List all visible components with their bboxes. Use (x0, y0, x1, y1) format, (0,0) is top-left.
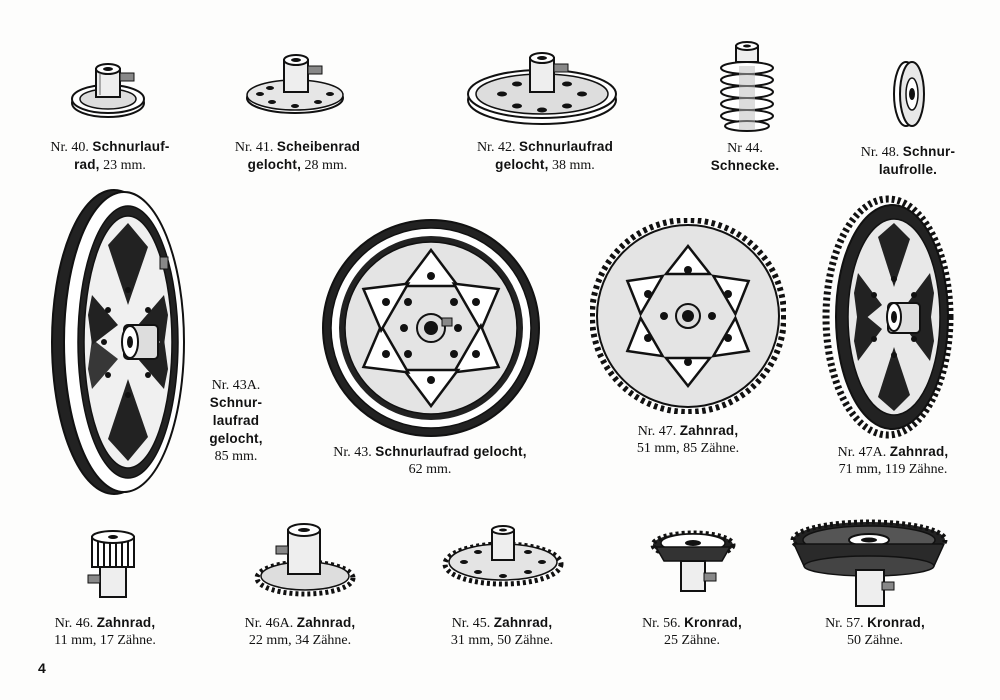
caption-nr41 (215, 138, 380, 174)
illustration-nr45-gear (440, 522, 566, 592)
part-number: Nr. 43. (333, 445, 372, 460)
part-size: 25 Zähne. (664, 633, 720, 648)
illustration-nr56-crown-gear (648, 525, 738, 600)
illustration-nr41-disc-wheel (240, 50, 350, 120)
part-number: Nr. 43A. (211, 378, 261, 393)
illustration-nr47-gear (590, 218, 786, 414)
part-name: Schnurlauf- (92, 139, 170, 154)
caption-nr48 (838, 143, 978, 179)
illustration-nr40-pulley (60, 55, 160, 125)
part-name: Zahnrad, (296, 615, 356, 630)
part-name-cont: rad, (74, 157, 100, 172)
illustration-nr43-pulley (318, 218, 544, 438)
part-number: Nr. 46. (54, 616, 94, 631)
part-size: 50 Zähne. (847, 633, 903, 648)
caption-nr42 (460, 138, 630, 174)
part-size: 22 mm, 34 Zähne. (248, 633, 352, 648)
part-name: Schnurlaufrad (518, 139, 614, 154)
part-name-cont: laufrolle. (878, 162, 938, 177)
part-number: Nr. 56. (642, 616, 681, 631)
caption-nr46a (220, 614, 380, 649)
part-name: Zahnrad, (889, 444, 949, 459)
part-number: Nr. 57. (825, 616, 864, 631)
illustration-nr46a-gear (250, 522, 360, 602)
caption-nr57 (790, 614, 960, 649)
part-name: Schnur- (902, 144, 956, 159)
part-name-cont2: gelocht, (209, 431, 263, 446)
illustration-nr42-pulley-perforated (462, 48, 622, 128)
caption-nr44 (690, 140, 800, 175)
part-name-cont: laufrad (212, 413, 260, 428)
caption-nr47a (808, 443, 978, 478)
part-size: 38 mm. (552, 158, 595, 173)
part-size: 71 mm, 119 Zähne. (838, 462, 948, 477)
caption-nr45 (422, 614, 582, 649)
part-name: Scheibenrad (276, 139, 361, 154)
part-name: Schnecke. (710, 158, 780, 173)
part-name: Zahnrad, (679, 423, 739, 438)
page-number: 4 (38, 660, 46, 676)
part-number: Nr. 47. (637, 424, 677, 439)
part-number: Nr. 47A. (837, 445, 887, 460)
part-number: Nr. 46A. (244, 616, 294, 631)
caption-nr43 (310, 443, 550, 478)
part-size: 23 mm. (103, 158, 146, 173)
part-name-cont: gelocht, (495, 157, 549, 172)
part-name: Kronrad, (684, 615, 742, 630)
caption-nr40 (40, 138, 180, 174)
illustration-nr44-worm (712, 40, 782, 140)
illustration-nr46-small-gear (80, 527, 150, 602)
illustration-nr47a-large-gear (822, 195, 957, 440)
part-size: 51 mm, 85 Zähne. (636, 441, 740, 456)
part-size: 11 mm, 17 Zähne. (54, 633, 156, 648)
part-number: Nr. 45. (451, 616, 491, 631)
part-name: Kronrad, (867, 615, 925, 630)
part-number: Nr. 42. (476, 140, 516, 155)
part-name-cont: gelocht, (247, 157, 302, 172)
illustration-nr57-crown-gear (788, 518, 950, 614)
part-size: 85 mm. (214, 449, 258, 464)
part-name: Schnurlaufrad gelocht, (375, 444, 527, 459)
part-number: Nr. 41. (234, 140, 274, 155)
caption-nr43a (196, 377, 276, 465)
illustration-nr48-pulley-roller (884, 58, 934, 133)
caption-nr47 (598, 422, 778, 457)
part-number: Nr. 48. (860, 145, 900, 160)
caption-nr46 (30, 614, 180, 649)
part-name: Schnur- (209, 395, 263, 410)
part-number: Nr. 40. (50, 140, 89, 155)
part-number: Nr 44. (727, 141, 763, 156)
part-name: Zahnrad, (493, 615, 553, 630)
part-size: 31 mm, 50 Zähne. (450, 633, 554, 648)
part-size: 62 mm. (408, 462, 452, 477)
part-name: Zahnrad, (96, 615, 156, 630)
illustration-nr43a-large-pulley (48, 185, 198, 500)
part-size: 28 mm. (304, 158, 348, 173)
caption-nr56 (612, 614, 772, 649)
